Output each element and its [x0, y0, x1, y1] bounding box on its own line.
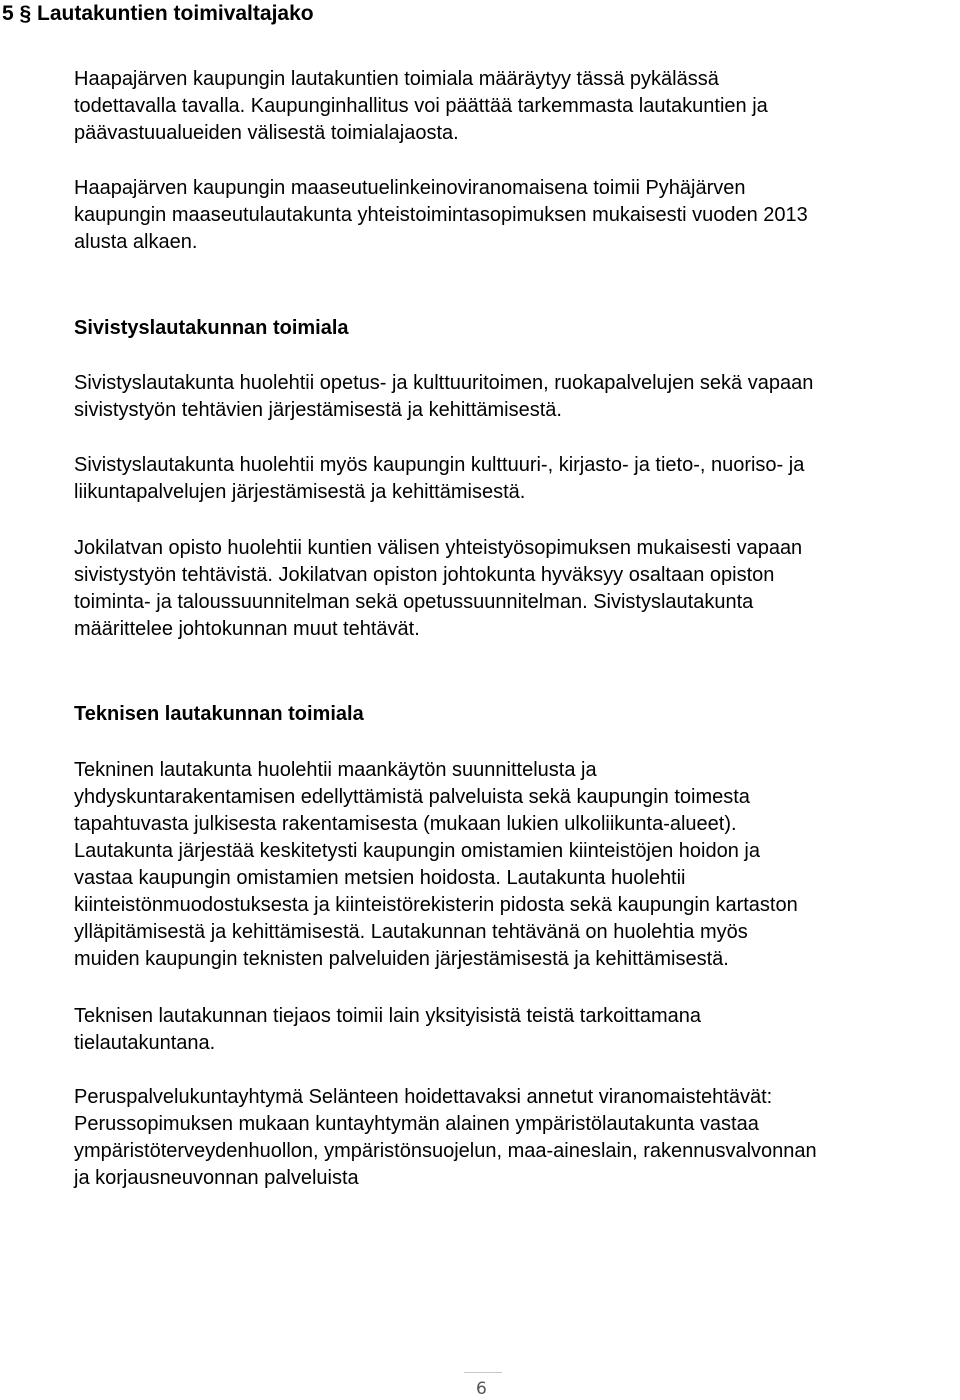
text-line: sivistystyön tehtävistä. Jokilatvan opiston johtokunta hyväksyy osaltaan opiston: [74, 564, 775, 586]
text-line: ympäristöterveydenhuollon, ympäristönsuojelun, maa-aineslain, rakennusvalvonnan: [74, 1140, 817, 1162]
text-line: alusta alkaen.: [74, 231, 198, 253]
text-line: yhdyskuntarakentamisen edellyttämistä palveluista sekä kaupungin toimesta: [74, 786, 750, 808]
text-line: liikuntapalvelujen järjestämisestä ja kehittämisestä.: [74, 481, 526, 503]
intro-paragraph-1: [74, 66, 960, 147]
text-line: kiinteistönmuodostuksesta ja kiinteistörekisterin pidosta sekä kaupungin kartaston: [74, 894, 798, 916]
text-line: toiminta- ja taloussuunnitelman sekä opetussuunnitelman. Sivistyslautakunta: [74, 591, 754, 613]
tekninen-paragraph-2: [74, 1003, 960, 1057]
text-line: kaupungin maaseutulautakunta yhteistoimintasopimuksen mukaisesti vuoden 2013: [74, 204, 808, 226]
sivistys-paragraph-2: [74, 452, 960, 506]
section-heading-text: 5 § Lautakuntien toimivaltajako: [2, 2, 314, 25]
text-line: Lautakunta järjestää keskitetysti kaupungin omistamien kiinteistöjen hoidon ja: [74, 840, 760, 862]
sivistys-paragraph-3: [74, 535, 960, 643]
page-number: 6: [476, 1379, 487, 1399]
text-line: Teknisen lautakunnan tiejaos toimii lain yksityisistä teistä tarkoittamana: [74, 1005, 701, 1027]
text-line: tielautakuntana.: [74, 1032, 216, 1054]
sivistys-paragraph-1: [74, 370, 960, 424]
text-line: määrittelee johtokunnan muut tehtävät.: [74, 618, 420, 640]
text-line: Perussopimuksen mukaan kuntayhtymän alainen ympäristölautakunta vastaa: [74, 1113, 759, 1135]
tekninen-paragraph-1: [74, 757, 960, 973]
text-line: Jokilatvan opisto huolehtii kuntien välisen yhteistyösopimuksen mukaisesti vapaan: [74, 537, 803, 559]
text-line: Tekninen lautakunta huolehtii maankäytön suunnittelusta ja: [74, 759, 597, 781]
text-line: Peruspalvelukuntayhtymä Selänteen hoidettavaksi annetut viranomaistehtävät:: [74, 1086, 773, 1108]
text-line: Haapajärven kaupungin maaseutuelinkeinoviranomaisena toimii Pyhäjärven: [74, 177, 746, 199]
text-line: todettavalla tavalla. Kaupunginhallitus voi päättää tarkemmasta lautakuntien ja: [74, 95, 768, 117]
text-line: Haapajärven kaupungin lautakuntien toimiala määräytyy tässä pykälässä: [74, 68, 719, 90]
text-line: ylläpitämisestä ja kehittämisestä. Lautakunnan tehtävänä on huolehtia myös: [74, 921, 748, 943]
text-line: tapahtuvasta julkisesta rakentamisesta (mukaan lukien ulkoliikunta-alueet).: [74, 813, 737, 835]
tekninen-paragraph-3: [74, 1084, 960, 1192]
intro-paragraph-2: [74, 175, 960, 256]
tekninen-heading: Teknisen lautakunnan toimiala: [74, 703, 364, 725]
footer-divider: [464, 1372, 502, 1373]
text-line: vastaa kaupungin omistamien metsien hoidosta. Lautakunta huolehtii: [74, 867, 686, 889]
text-line: Sivistyslautakunta huolehtii opetus- ja kulttuuritoimen, ruokapalvelujen sekä vapaan: [74, 372, 814, 394]
text-line: ja korjausneuvonnan palveluista: [74, 1167, 359, 1189]
text-line: sivistystyön tehtävien järjestämisestä ja kehittämisestä.: [74, 399, 562, 421]
section-heading: [2, 0, 314, 28]
sivistys-heading: Sivistyslautakunnan toimiala: [74, 317, 349, 339]
text-line: muiden kaupungin teknisten palveluiden järjestämisestä ja kehittämisestä.: [74, 948, 729, 970]
text-line: päävastuualueiden välisestä toimialajaosta.: [74, 122, 459, 144]
text-line: Sivistyslautakunta huolehtii myös kaupungin kulttuuri-, kirjasto- ja tieto-, nuoriso- ja: [74, 454, 805, 476]
